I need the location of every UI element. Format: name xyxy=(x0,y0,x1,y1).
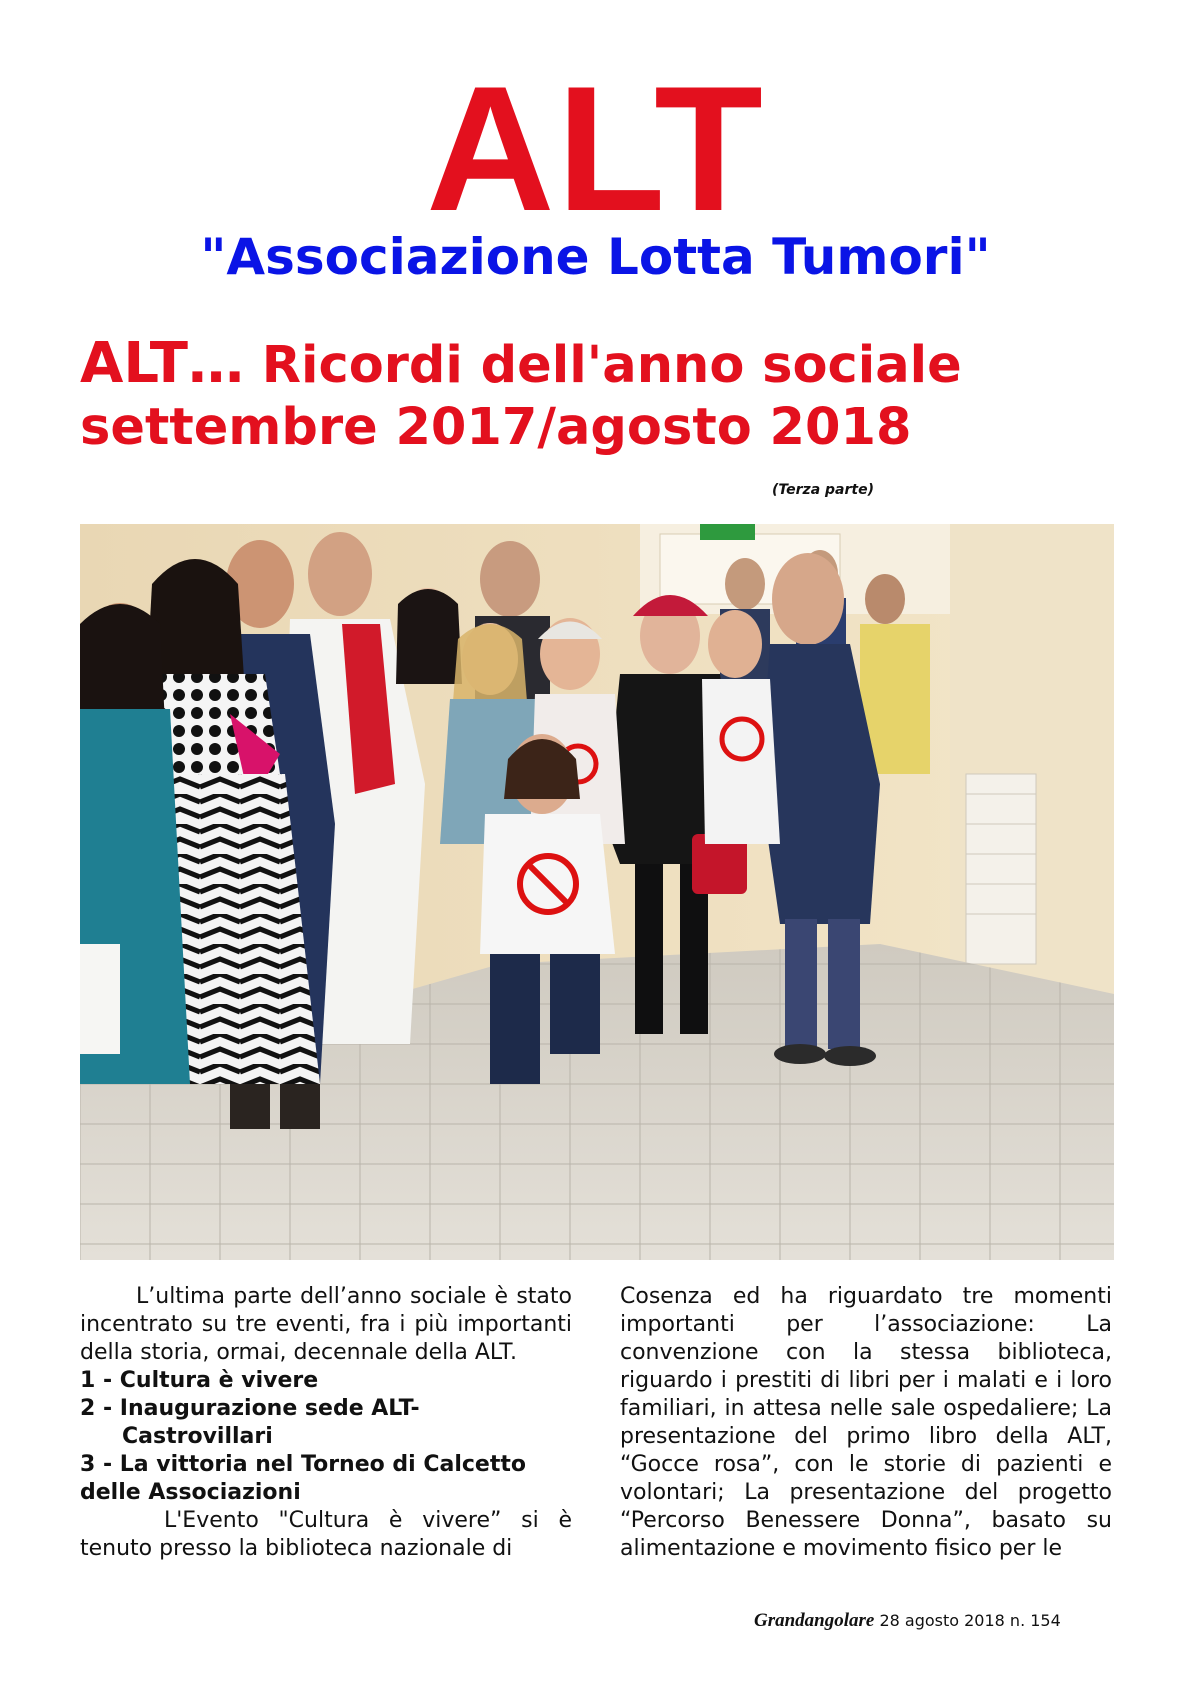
publication-name: Grandangolare xyxy=(754,1610,875,1631)
event-paragraph: L'Evento "Cultura è vivere” si è tenuto presso la biblioteca nazionale di xyxy=(80,1508,572,1561)
article-column-right xyxy=(620,1283,1112,1563)
list-item-continuation: Castrovillari xyxy=(122,1424,273,1449)
list-item xyxy=(80,1367,572,1395)
group-photo xyxy=(80,524,1114,1260)
event-details-paragraph: Cosenza ed ha riguardato tre momenti importanti per l’associazione: La convenzione con la stessa biblioteca, riguardo i prestiti di libri per i malati e i loro familiari, in attesa nelle sale ospedaliere; La presentazione del primo libro della ALT, “Gocce rosa”, con le storie di pazienti e volontari; La presentazione del progetto “Percorso Benessere Donna”, basato su alimentazione e movimento fisico per le xyxy=(620,1284,1112,1561)
headline-rest: Ricordi dell'anno sociale settembre 2017/agosto 2018 xyxy=(80,336,962,457)
part-note: (Terza parte) xyxy=(772,482,874,498)
association-subtitle: "Associazione Lotta Tumori" xyxy=(200,228,991,286)
list-item-number: 2 - xyxy=(80,1396,120,1421)
list-item xyxy=(80,1451,572,1507)
masthead-title: ALT xyxy=(426,49,765,248)
list-item-number: 3 - xyxy=(80,1452,120,1477)
article-column-left xyxy=(80,1283,572,1563)
issue-date: 28 agosto 2018 n. 154 xyxy=(874,1611,1061,1630)
list-item xyxy=(80,1395,572,1451)
group-photo-illustration xyxy=(80,524,1114,1260)
article-headline xyxy=(80,333,1120,459)
list-item-number: 1 - xyxy=(80,1368,120,1393)
headline-lead: ALT… xyxy=(80,331,244,396)
intro-paragraph: L’ultima parte dell’anno sociale è stato incentrato su tre eventi, fra i più importanti della storia, ormai, decennale della ALT. xyxy=(80,1284,572,1365)
list-item-text: Inaugurazione sede ALT- xyxy=(119,1396,420,1421)
list-item-text: Cultura è vivere xyxy=(119,1368,319,1393)
list-item-text: La vittoria nel Torneo di Calcetto delle Associazioni xyxy=(80,1452,526,1505)
page-footer xyxy=(754,1610,1061,1632)
